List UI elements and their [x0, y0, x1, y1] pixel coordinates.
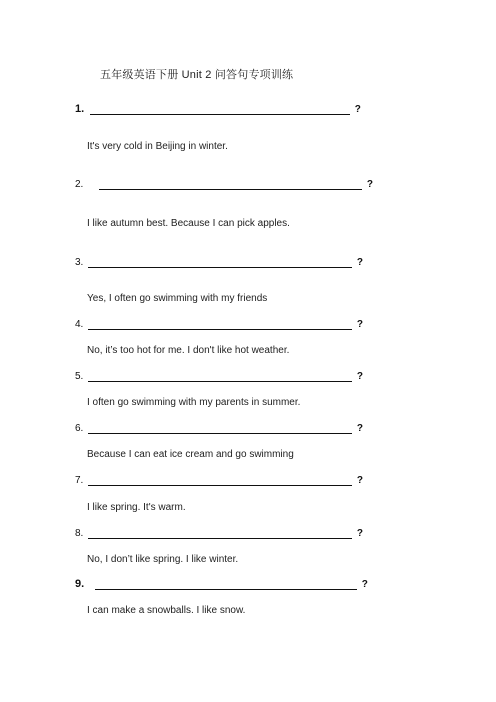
answer-1: It's very cold in Beijing in winter. [87, 141, 228, 152]
answer-blank [88, 474, 352, 486]
question-mark: ? [356, 371, 364, 382]
answer-6: Because I can eat ice cream and go swimming [87, 449, 294, 460]
answer-blank [99, 178, 362, 190]
question-5 [75, 370, 363, 384]
question-number: 9. [75, 578, 85, 590]
answer-4: No, it’s too hot for me. I don't like hot weather. [87, 345, 290, 356]
answer-8: No, I don’t like spring. I like winter. [87, 554, 239, 565]
answer-blank [95, 578, 357, 590]
question-mark: ? [361, 579, 368, 590]
answer-blank [88, 318, 352, 330]
question-mark: ? [354, 104, 361, 115]
question-mark: ? [356, 528, 364, 539]
answer-blank [88, 422, 352, 434]
question-mark: ? [356, 475, 364, 486]
question-number: 2. [75, 179, 84, 190]
question-mark: ? [356, 257, 364, 268]
answer-7: I like spring. It's warm. [87, 502, 186, 513]
answer-3: Yes, I often go swimming with my friends [87, 293, 268, 304]
question-7 [75, 474, 363, 488]
answer-blank [90, 103, 350, 115]
question-1 [75, 103, 361, 117]
question-mark: ? [356, 319, 364, 330]
worksheet-title: 五年级英语下册 Unit 2 问答句专项训练 [100, 69, 294, 81]
answer-blank [88, 256, 352, 268]
question-number: 6. [75, 423, 84, 434]
answer-5: I often go swimming with my parents in summer. [87, 397, 301, 408]
question-number: 8. [75, 528, 84, 539]
question-4 [75, 318, 363, 332]
answer-2: I like autumn best. Because I can pick apples. [87, 218, 290, 229]
question-8 [75, 527, 363, 541]
answer-blank [88, 370, 352, 382]
question-number: 3. [75, 257, 84, 268]
question-6 [75, 422, 363, 436]
answer-blank [88, 527, 352, 539]
question-number: 5. [75, 371, 84, 382]
answer-9: I can make a snowballs. I like snow. [87, 605, 246, 616]
question-3 [75, 256, 363, 270]
question-9 [75, 578, 368, 592]
question-mark: ? [366, 179, 374, 190]
question-2 [75, 178, 373, 192]
question-number: 7. [75, 475, 84, 486]
question-mark: ? [356, 423, 364, 434]
question-number: 4. [75, 319, 84, 330]
question-number: 1. [75, 103, 85, 115]
